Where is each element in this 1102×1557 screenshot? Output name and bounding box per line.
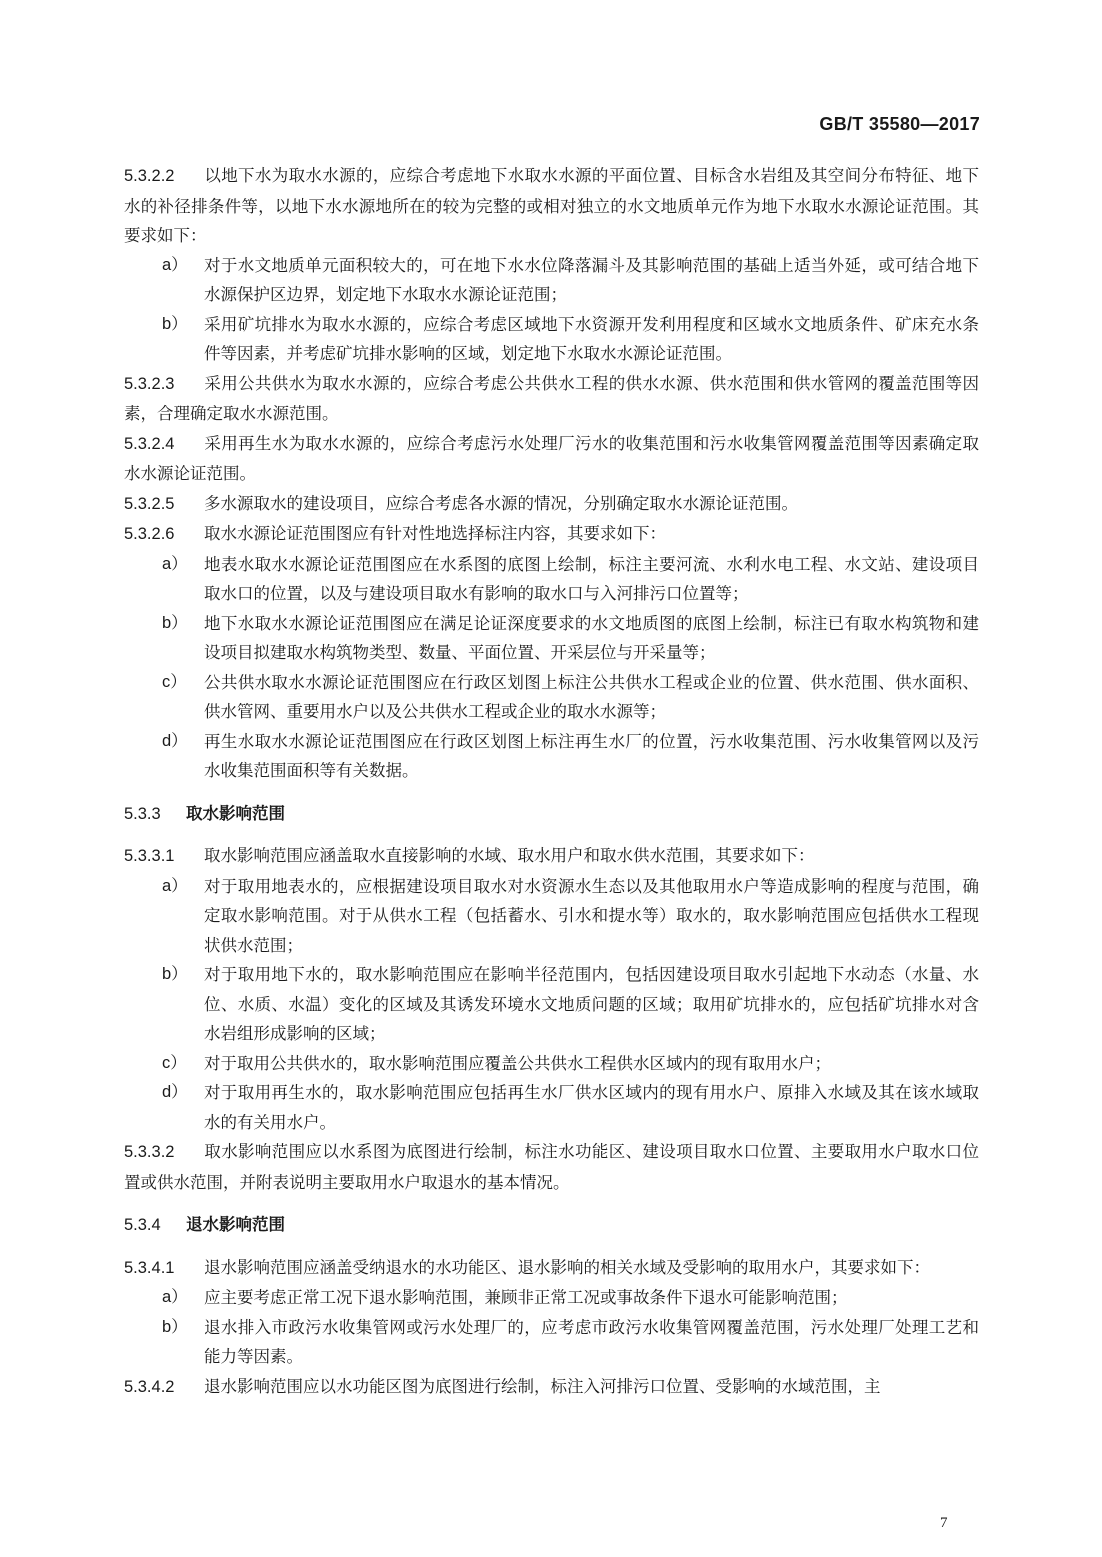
section-number: 5.3.3 [124,804,161,823]
list-item [124,872,979,961]
item-label: b） [162,314,188,333]
list-item [124,251,979,310]
item-text: 地下水取水水源论证范围图应在满足论证深度要求的水文地质图的底图上绘制，标注已有取水构筑物和建设项目拟建取水构筑物类型、数量、平面位置、开采层位与开采量等； [204,613,979,662]
item-text: 采用矿坑排水为取水水源的，应综合考虑区域地下水资源开发利用程度和区域水文地质条件、矿床充水条件等因素，并考虑矿坑排水影响的区域，划定地下水取水水源论证范围。 [204,314,979,363]
clause-text: 取水影响范围应以水系图为底图进行绘制，标注水功能区、建设项目取水口位置、主要取用水户取水口位置或供水范围，并附表说明主要取用水户取退水的基本情况。 [124,1142,979,1192]
item-label: a） [162,876,188,895]
clause-5-3-3-2 [124,1137,979,1197]
document-body [124,161,979,1402]
item-text: 对于取用公共供水的，取水影响范围应覆盖公共供水工程供水区域内的现有取用水户； [204,1053,831,1073]
item-label: d） [162,731,188,750]
item-label: b） [162,613,188,632]
item-label: c） [162,1053,187,1072]
page-number: 7 [940,1515,948,1531]
clause-5-3-2-4 [124,429,979,489]
item-label: a） [162,1288,188,1306]
item-label: a） [162,255,188,274]
list-item [124,1078,979,1137]
clause-5-3-2-2 [124,161,979,251]
section-title: 取水影响范围 [186,803,285,823]
item-text: 对于取用地下水的，取水影响范围应在影响半径范围内，包括因建设项目取水引起地下水动态（水量、水位、水质、水温）变化的区域及其诱发环境水文地质问题的区域；取用矿坑排水的，应包括矿坑排水对含水岩组形成影响的区域； [204,965,979,1043]
clause-text: 采用再生水为取水水源的，应综合考虑污水处理厂污水的收集范围和污水收集管网覆盖范围等因素确定取水水源论证范围。 [124,433,979,483]
clause-number: 5.3.2.3 [124,374,175,393]
clause-number: 5.3.2.6 [124,525,175,543]
item-text: 公共供水取水水源论证范围图应在行政区划图上标注公共供水工程或企业的位置、供水范围、供水面积、供水管网、重要用水户以及公共供水工程或企业的取水水源等； [204,672,979,721]
item-text: 再生水取水水源论证范围图应在行政区划图上标注再生水厂的位置，污水收集范围、污水收集管网以及污水收集范围面积等有关数据。 [204,731,979,780]
clause-number: 5.3.3.1 [124,847,175,865]
section-heading-5-3-4 [124,1210,979,1241]
section-title: 退水影响范围 [186,1215,285,1234]
item-text: 对于取用再生水的，取水影响范围应包括再生水厂供水区域内的现有用水户、原排入水域及其在该水域取水的有关用水户。 [204,1083,979,1132]
list-item [124,1049,979,1079]
list-item [124,550,979,609]
clause-5-3-2-6 [124,519,979,550]
clause-text: 取水水源论证范围图应有针对性地选择标注内容，其要求如下： [204,524,666,543]
clause-5-3-2-3 [124,369,979,429]
clause-number: 5.3.2.5 [124,494,175,513]
item-text: 地表水取水水源论证范围图应在水系图的底图上绘制，标注主要河流、水利水电工程、水文站、建设项目取水口的位置，以及与建设项目取水有影响的取水口与入河排污口位置等； [204,554,979,603]
list-item [124,668,979,727]
clause-text: 退水影响范围应以水功能区图为底图进行绘制，标注入河排污口位置、受影响的水域范围，主 [204,1376,881,1396]
item-label: b） [162,965,188,983]
clause-number: 5.3.2.2 [124,167,175,185]
clause-number: 5.3.4.1 [124,1258,175,1277]
item-label: d） [162,1083,188,1101]
clause-5-3-2-5 [124,489,979,520]
clause-text: 取水影响范围应涵盖取水直接影响的水域、取水用户和取水供水范围，其要求如下： [204,846,815,865]
clause-text: 退水影响范围应涵盖受纳退水的水功能区、退水影响的相关水域及受影响的取用水户，其要求如下： [204,1257,930,1277]
item-text: 对于水文地质单元面积较大的，可在地下水水位降落漏斗及其影响范围的基础上适当外延，或可结合地下水源保护区边界，划定地下水取水水源论证范围； [204,255,979,304]
clause-5-3-3-1 [124,841,979,872]
list-item [124,609,979,668]
document-code: GB/T 35580—2017 [819,114,980,134]
section-number: 5.3.4 [124,1216,161,1234]
clause-text: 以地下水为取水水源的，应综合考虑地下水取水水源的平面位置、目标含水岩组及其空间分布特征、地下水的补径排条件等，以地下水水源地所在的较为完整的或相对独立的水文地质单元作为地下水取水水源论证范围。其要求如下： [124,166,979,245]
item-text: 退水排入市政污水收集管网或污水处理厂的，应考虑市政污水收集管网覆盖范围，污水处理厂处理工艺和能力等因素。 [204,1317,979,1366]
list-item [124,310,979,369]
clause-number: 5.3.4.2 [124,1377,175,1396]
item-label: c） [162,672,187,691]
item-text: 对于取用地表水的，应根据建设项目取水对水资源水生态以及其他取用水户等造成影响的程度与范围，确定取水影响范围。对于从供水工程（包括蓄水、引水和提水等）取水的，取水影响范围应包括供水工程现状供水范围； [204,876,979,955]
clause-5-3-4-2 [124,1372,979,1403]
item-text: 应主要考虑正常工况下退水影响范围，兼顾非正常工况或事故条件下退水可能影响范围； [204,1288,848,1307]
clause-number: 5.3.2.4 [124,434,175,453]
list-item [124,1283,979,1313]
section-heading-5-3-3 [124,799,979,830]
item-label: b） [162,1317,188,1336]
list-item [124,960,979,1049]
clause-text: 采用公共供水为取水水源的，应综合考虑公共供水工程的供水水源、供水范围和供水管网的覆盖范围等因素，合理确定取水水源范围。 [124,373,979,423]
item-label: a） [162,554,188,573]
list-item [124,727,979,786]
clause-number: 5.3.3.2 [124,1143,175,1161]
clause-5-3-4-1 [124,1253,979,1284]
clause-text: 多水源取水的建设项目，应综合考虑各水源的情况，分别确定取水水源论证范围。 [204,493,798,513]
list-item [124,1313,979,1372]
